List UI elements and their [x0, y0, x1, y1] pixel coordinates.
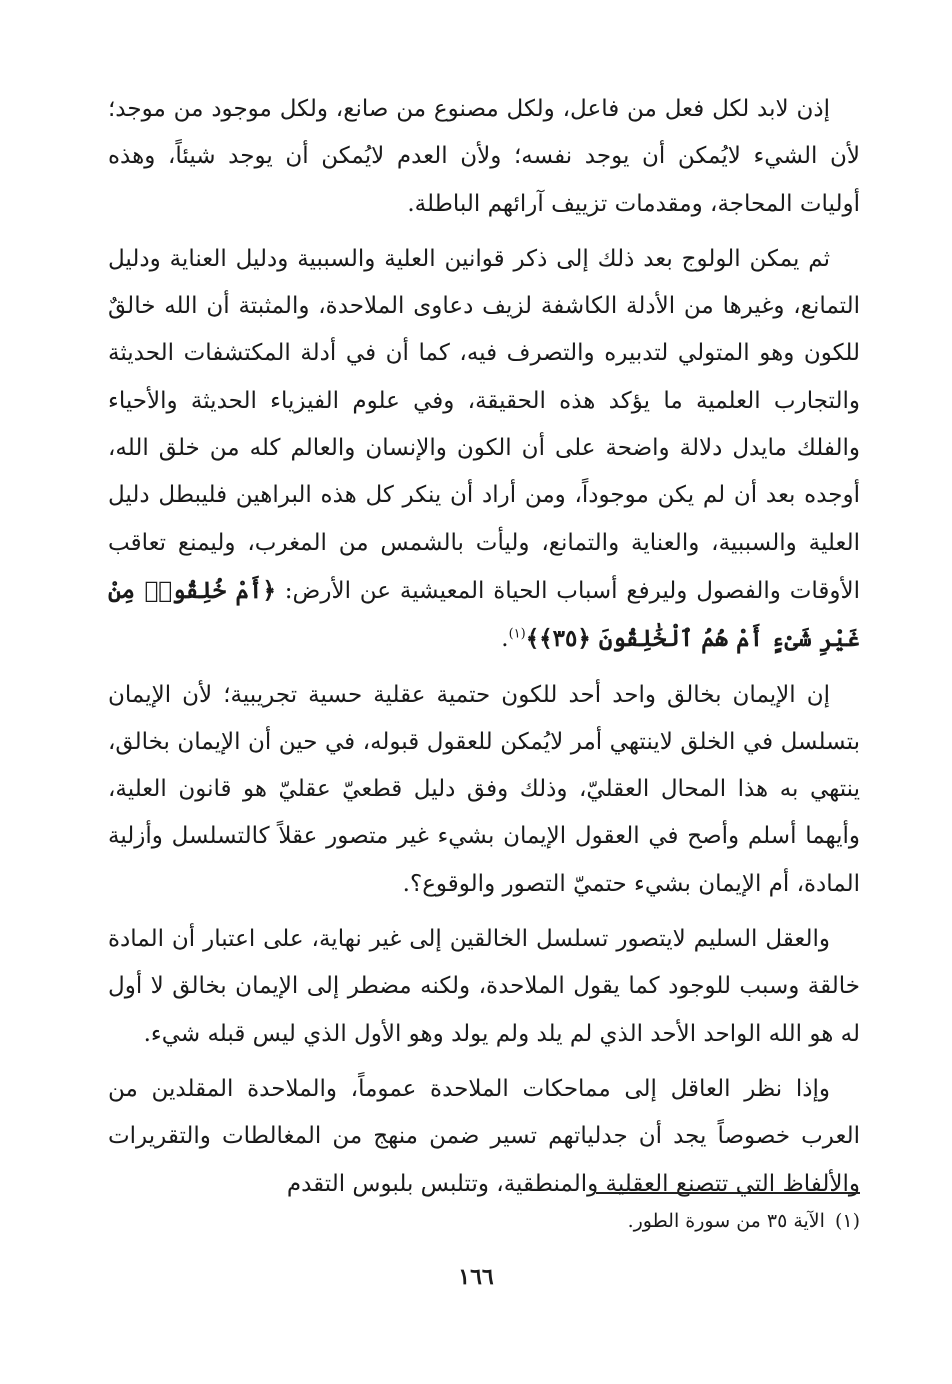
- footnote: [108, 1206, 860, 1236]
- paragraph-5: وإذا نظر العاقل إلى مماحكات الملاحدة عموماً، والملاحدة المقلدين من العرب خصوصاً يجد أن جدلياتهم تسير ضمن منهج من المغالطات والتقريرات والألفاظ التي تتصنع العقلية والمنطقية، وتتلبس بلبوس التقدم: [108, 1075, 860, 1197]
- paragraph-2-text: ثم يمكن الولوج بعد ذلك إلى ذكر قوانين العلية والسببية ودليل العناية ودليل التمانع، وغيرها من الأدلة الكاشفة لزيف دعاوى الملاحدة، والمثبتة أن الله خالقٌ للكون وهو المتولي لتدبيره والتصرف فيه، كما أن في أدلة المكتشفات الحديثة والتجارب العلمية ما يؤكد هذه الحقيقة، وفي علوم الفيزياء الحديثة والأحياء والفلك مايدل دلالة واضحة على أن الكون والإنسان والعالم كله من خلق الله، أوجده بعد أن لم يكن موجوداً، ومن أراد أن ينكر كل هذه البراهين فليبطل دليل العلية والسببية، والعناية والتمانع، وليأت بالشمس من المغرب، وليمنع تعاقب الأوقات والفصول وليرفع أسباب الحياة المعيشية عن الأرض:: [108, 245, 860, 604]
- paragraph-1: إذن لابد لكل فعل من فاعل، ولكل مصنوع من صانع، ولكل موجود من موجد؛ لأن الشيء لايُمكن أن يوجد نفسه؛ ولأن العدم لايُمكن أن يوجد شيئاً، وهذه أوليات المحاجة، ومقدمات تزييف آرائهم الباطلة.: [108, 96, 860, 217]
- page-number: ١٦٦: [458, 1264, 494, 1290]
- quran-verse: ﴿أَمْ خُلِقُوا۟ مِنْ غَيْرِ شَىْءٍ أَمْ هُمُ ٱلْخَٰلِقُونَ ﴿٣٥﴾﴾: [108, 576, 860, 653]
- main-text: [108, 86, 860, 1216]
- paragraph-2-end: .: [501, 626, 509, 653]
- paragraph-4: والعقل السليم لايتصور تسلسل الخالقين إلى غير نهاية، على اعتبار أن المادة خالقة وسبب للوجود كما يقول الملاحدة، ولكنه مضطر إلى الإيمان بخالق لا أول له هو الله الواحد الأحد الذي لم يلد ولم يولد وهو الأول الذي ليس قبله شيء.: [108, 926, 860, 1047]
- paragraph-2: [108, 236, 860, 664]
- paragraph-3: إن الإيمان بخالق واحد أحد للكون حتمية عقلية حسية تجريبية؛ لأن الإيمان بتسلسل في الخلق لاينتهي أمر لايُمكن للعقول قبوله، في حين أن الإيمان بخالق، ينتهي به هذا المحال العقليّ، وذلك وفق دليل قطعيّ عقليّ هو قانون العلية، وأيهما أسلم وأصح في العقول الإيمان بشيء غير متصور عقلاً كالتسلسل وأزلية المادة، أم الإيمان بشيء حتميّ التصور والوقوع؟.: [108, 681, 860, 897]
- footnote-text: الآية ٣٥ من سورة الطور.: [627, 1210, 825, 1232]
- footnote-number: (١): [834, 1210, 860, 1232]
- footnote-reference[interactable]: (١): [508, 626, 526, 642]
- footnote-divider: [596, 1192, 860, 1194]
